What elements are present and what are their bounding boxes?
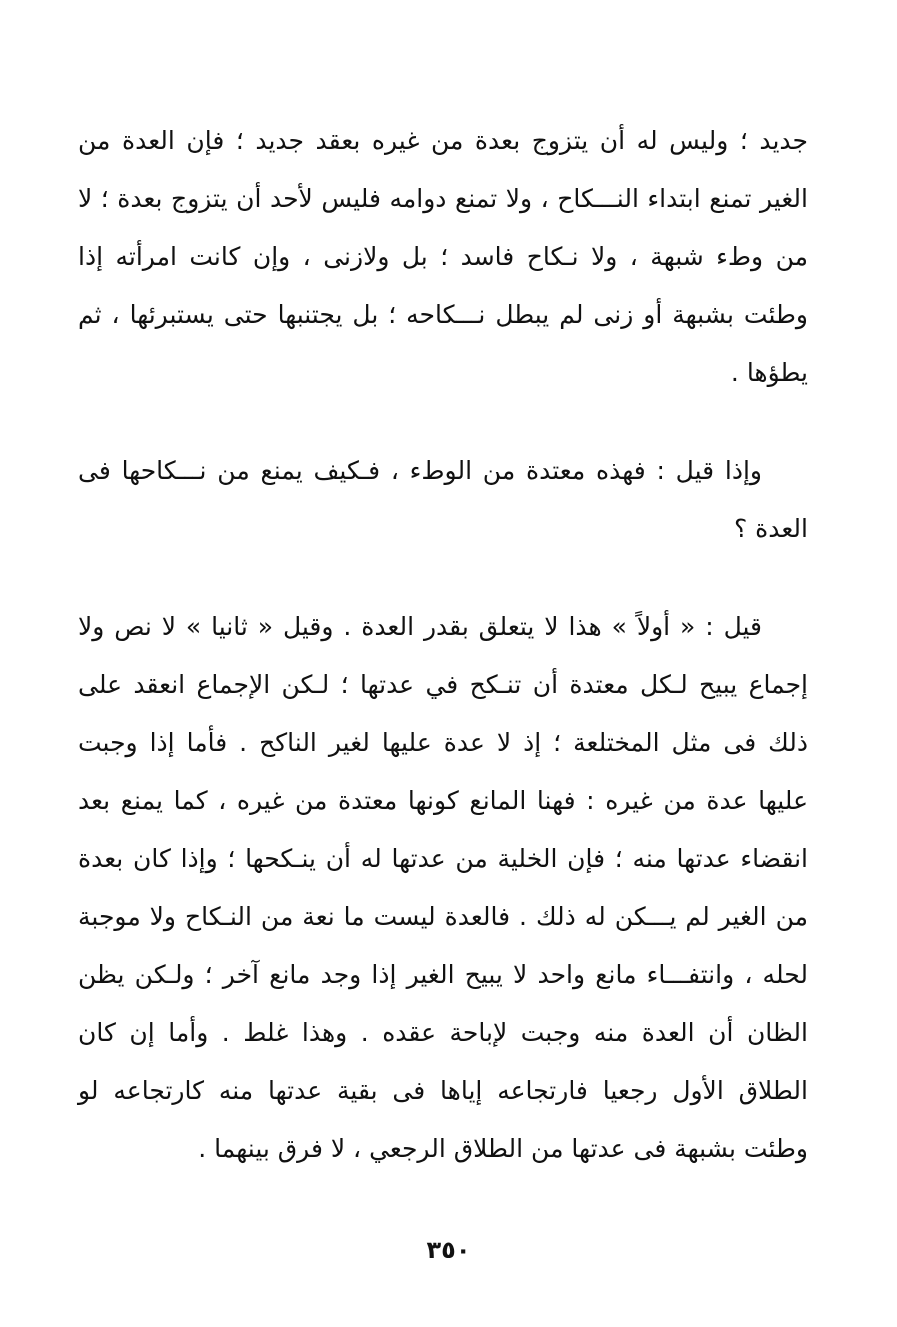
paragraph-3: قيل : « أولاً » هذا لا يتعلق بقدر العدة . وقيل « ثانيا » لا نص ولا إجماع يبيح لـكل معتدة أن تنـكح في عدتها ؛ لـكن الإجماع انعقد على ذلك فى مثل المختلعة ؛ إذ لا عدة عليها لغير الناكح . فأما إذا وجبت عليها عدة من غيره : فهنا المانع كونها معتدة من غيره ، كما يمنع بعد انقضاء عدتها منه ؛ فإن الخلية من عدتها له أن ينـكحها ؛ وإذا كان بعدة من الغير لم يـــكن له ذلك . فالعدة ليست ما نعة من النـكاح ولا موجبة لحله ، وانتفـــاء مانع واحد لا يبيح الغير إذا وجد مانع آخر ؛ ولـكن يظن الظان أن العدة منه وجبت لإباحة عقده . وهذا غلط . وأما إن كان الطلاق الأول رجعيا فارتجاعه إياها فى بقية عدتها منه كارتجاعه لو وطئت بشبهة فى عدتها من الطلاق الرجعي ، لا فرق بينهما . [78, 612, 808, 1163]
paragraph-1: جديد ؛ وليس له أن يتزوج بعدة من غيره بعقد جديد ؛ فإن العدة من الغير تمنع ابتداء النـــكاح ، ولا تمنع دوامه فليس لأحد أن يتزوج بعدة ؛ لا من وطء شبهة ، ولا نـكاح فاسد ؛ بل ولازنى ، وإن كانت امرأته إذا وطئت بشبهة أو زنى لم يبطل نـــكاحه ؛ بل يجتنبها حتى يستبرئها ، ثم يطؤها . [78, 126, 808, 387]
page-text-block [78, 112, 808, 1178]
page-number: ٣٥٠ [426, 1236, 471, 1264]
paragraph-2: وإذا قيل : فهذه معتدة من الوطء ، فـكيف يمنع من نـــكاحها فى العدة ؟ [78, 456, 808, 543]
